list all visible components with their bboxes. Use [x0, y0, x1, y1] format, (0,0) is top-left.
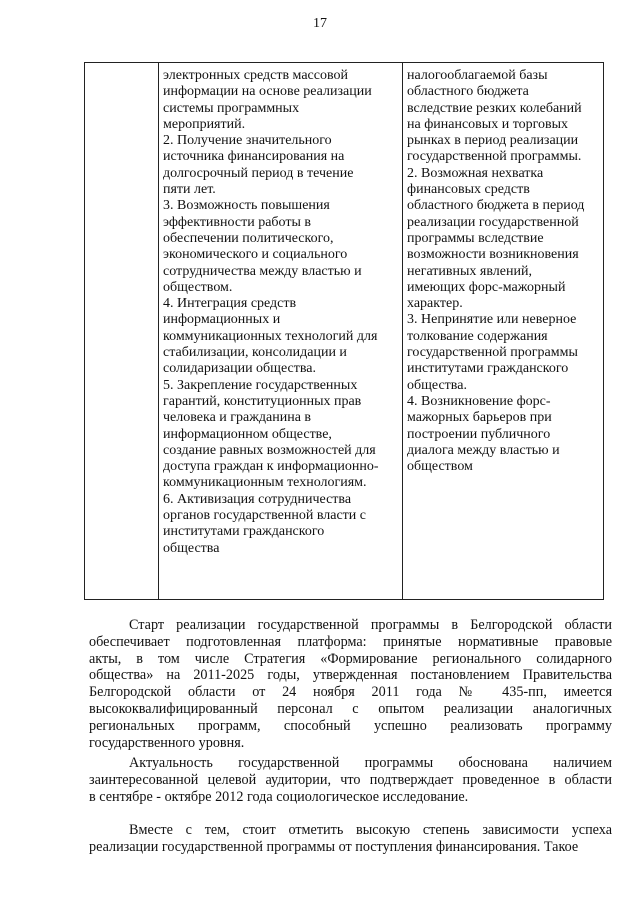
table-line: толкование содержания	[407, 328, 548, 344]
table-line: областного бюджета	[407, 84, 529, 100]
table-line: мажорных барьеров при	[407, 410, 552, 426]
paragraph-line: Старт реализации государственной программы в Белгородской области	[129, 617, 612, 633]
swot-table	[84, 62, 604, 600]
table-line: источника финансирования на	[163, 149, 345, 165]
table-line: реализации государственной	[407, 214, 579, 230]
paragraph-line: высококвалифицированный персонал с опытом реализации аналогичных	[89, 700, 612, 717]
table-line: диалога между властью и	[407, 442, 560, 458]
table-line: обеспечении политического,	[163, 230, 334, 246]
table-line: информации на основе реализации	[163, 84, 372, 100]
table-line: 4. Возникновение форс-	[407, 393, 551, 409]
table-line: 4. Интеграция средств	[163, 296, 297, 312]
table-line: солидаризации общества.	[163, 361, 316, 377]
table-line: коммуникационным технологиям.	[163, 475, 367, 491]
table-line: системы программных	[163, 100, 300, 116]
table-cell-empty	[85, 63, 159, 600]
table-line: сотрудничества между властью и	[163, 263, 362, 279]
table-line: на финансовых и торговых	[407, 116, 569, 132]
table-cell-threats	[403, 63, 604, 600]
table-line: характер.	[407, 296, 463, 312]
paragraph-line: Белгородской области от 24 ноября 2011 года № 435-пп, имеется	[89, 684, 612, 701]
table-line: государственной программы	[407, 345, 578, 361]
table-line: 3. Непринятие или неверное	[407, 312, 577, 328]
table-line: обществом	[407, 459, 473, 475]
table-line: органов государственной власти с	[163, 508, 366, 524]
table-line: общества.	[407, 377, 467, 393]
table-line: рынках в период реализации	[407, 133, 579, 149]
table-line: налогооблагаемой базы	[407, 68, 548, 83]
table-line: 5. Закрепление государственных	[163, 377, 358, 393]
table-line: долгосрочный период в течение	[163, 165, 354, 181]
paragraph-dependency	[89, 822, 612, 856]
table-line: гарантий, конституционных прав	[163, 393, 362, 409]
table-line: стабилизации, консолидации и	[163, 345, 347, 361]
paragraph-line: обеспечивает подготовленная платформа: принятые нормативные правовые	[89, 633, 612, 650]
table-line: финансовых средств	[407, 182, 530, 198]
table-line: создание равных возможностей для	[163, 442, 376, 458]
table-line: электронных средств массовой	[163, 68, 348, 83]
paragraph-line: государственного уровня.	[89, 734, 245, 751]
table-line: эффективности работы в	[163, 214, 311, 230]
table-line: имеющих форс-мажорный	[407, 279, 566, 295]
table-line: пяти лет.	[163, 182, 216, 198]
table-line: 6. Активизация сотрудничества	[163, 491, 352, 507]
table-line: мероприятий.	[163, 116, 246, 132]
table-line: государственной программы.	[407, 149, 582, 165]
table-line: областного бюджета в период	[407, 198, 585, 214]
paragraph-relevance	[89, 755, 612, 805]
table-line: возможности возникновения	[407, 247, 579, 263]
table-line: человека и гражданина в	[163, 410, 312, 426]
table-line: 2. Получение значительного	[163, 133, 332, 149]
threats-list	[403, 63, 603, 475]
paragraph-line: акты, в том числе Стратегия «Формирование регионального солидарного	[89, 650, 612, 667]
paragraph-line: реализации государственной программы от поступления финансирования. Такое	[89, 838, 579, 855]
page-number: 17	[313, 16, 327, 31]
table-line: информационных и	[163, 312, 281, 328]
table-line: обществом.	[163, 279, 233, 295]
table-line: вследствие резких колебаний	[407, 100, 582, 116]
table-line: информационном обществе,	[163, 426, 332, 442]
table-row	[85, 63, 604, 600]
paragraph-line: в сентябре - октябре 2012 года социологическое исследование.	[89, 788, 469, 805]
table-line: программы вследствие	[407, 230, 544, 246]
paragraph-line: региональных программ, способный успешно реализовать программу	[89, 717, 612, 734]
table-line: экономического и социального	[163, 247, 348, 263]
table-line: коммуникационных технологий для	[163, 328, 378, 344]
paragraph-platform	[89, 617, 612, 751]
paragraph-line: заинтересованной целевой аудитории, что подтверждает проведенное в области	[89, 771, 612, 788]
table-line: 2. Возможная нехватка	[407, 165, 544, 181]
table-line: построении публичного	[407, 426, 551, 442]
paragraph-line: Вместе с тем, стоит отметить высокую степень зависимости успеха	[129, 822, 612, 838]
table-line: институтами гражданского	[407, 361, 569, 377]
table-line: общества	[163, 540, 220, 556]
paragraph-line: Актуальность государственной программы обоснована наличием	[129, 755, 612, 771]
opportunities-list	[159, 63, 402, 557]
table-line: доступа граждан к информационно-	[163, 459, 379, 475]
table-line: негативных явлений,	[407, 263, 532, 279]
table-cell-opportunities	[159, 63, 403, 600]
table-line: институтами гражданского	[163, 524, 325, 540]
paragraph-line: общества» на 2011-2025 годы, утвержденная постановлением Правительства	[89, 667, 612, 684]
table-line: 3. Возможность повышения	[163, 198, 330, 214]
